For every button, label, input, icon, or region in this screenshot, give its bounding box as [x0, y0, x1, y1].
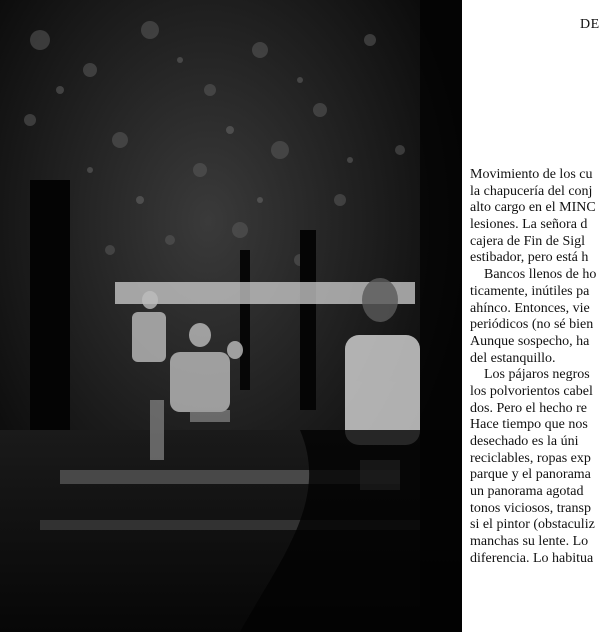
article-line: los polvorientos cabel: [470, 383, 593, 399]
article-line: ticamente, inútiles pa: [470, 283, 590, 299]
article-line: periódicos (no sé bien: [470, 317, 594, 333]
article-line: dos. Pero el hecho re: [470, 400, 588, 416]
article-line: reciclables, ropas exp: [470, 450, 591, 466]
article-line: cajera de Fin de Sigl: [470, 233, 586, 249]
article-line: lesiones. La señora d: [470, 217, 588, 233]
article-line: manchas su lente. Lo: [470, 534, 589, 550]
running-head: DE: [580, 17, 600, 32]
article-line: ahínco. Entonces, vie: [470, 300, 590, 316]
article-line: parque y el panorama: [470, 467, 591, 483]
article-line: del estanquillo.: [470, 350, 556, 366]
article-line: desechado es la úni: [470, 434, 579, 449]
article-line: tonos viciosos, transp: [470, 500, 591, 516]
article-line: diferencia. Lo habitua: [470, 550, 594, 566]
article-line: Aunque sospecho, ha: [470, 333, 590, 349]
article-line: Bancos llenos de ho: [484, 267, 597, 283]
article-line: Los pájaros negros: [484, 367, 590, 383]
article-line: Movimiento de los cu: [470, 167, 593, 182]
article-line: alto cargo en el MINC: [470, 200, 596, 216]
article-line: un panorama agotad: [470, 484, 584, 500]
article-line: la chapucería del conj: [470, 183, 593, 199]
article-line: si el pintor (obstaculiz: [470, 517, 595, 533]
article-line: estibador, pero está h: [470, 250, 589, 266]
article-line: Hace tiempo que nos: [470, 417, 588, 433]
article-text-column: [470, 167, 600, 568]
